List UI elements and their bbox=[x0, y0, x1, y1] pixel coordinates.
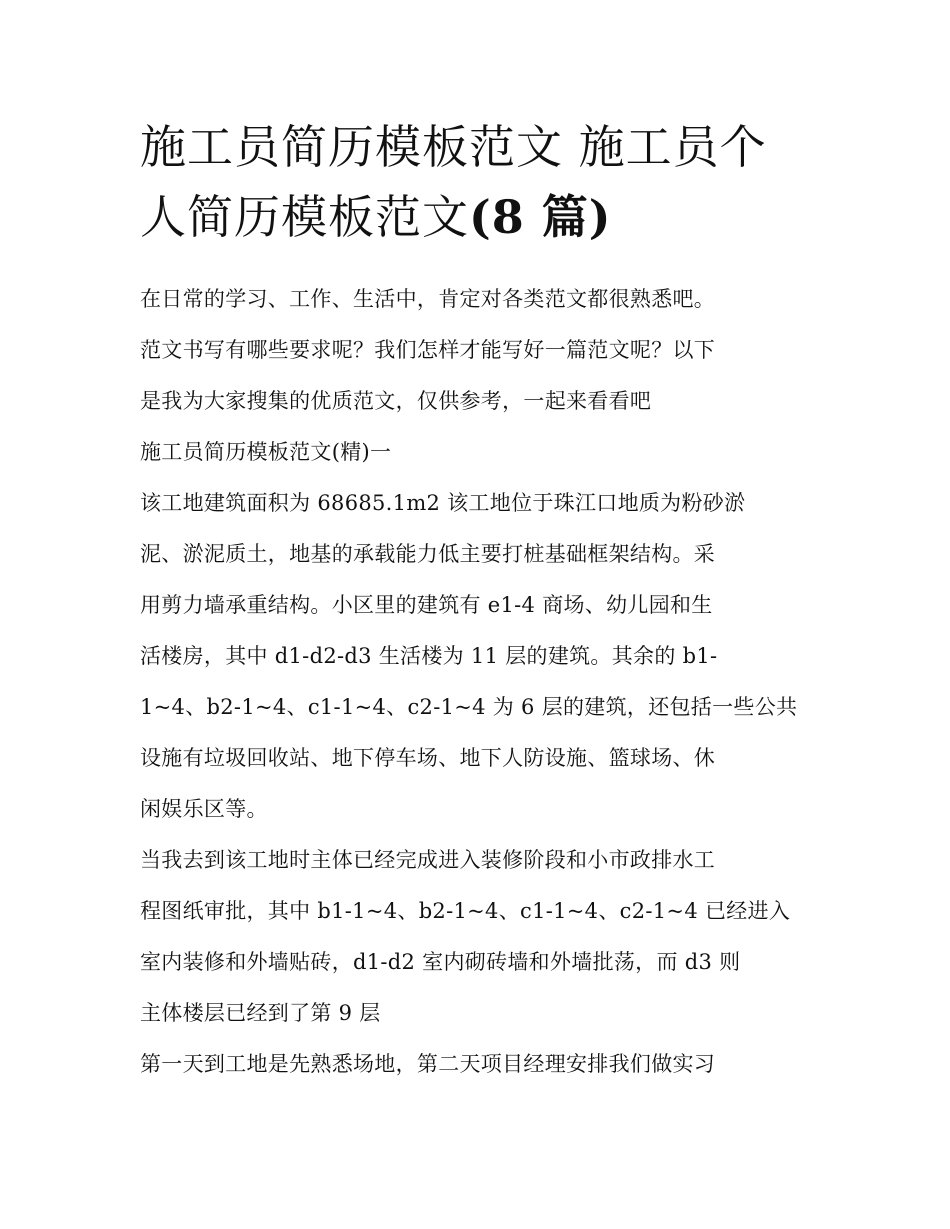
title-line-2-text: 人简历模板范文 bbox=[140, 190, 469, 244]
document-title bbox=[140, 112, 830, 252]
title-line-1: 施工员简历模板范文 施工员个 bbox=[140, 120, 767, 174]
body-line: 该工地建筑面积为 68685.1m2 该工地位于珠江口地质为粉砂淤 bbox=[140, 491, 746, 515]
body-line: 泥、淤泥质土，地基的承载能力低主要打桩基础框架结构。采 bbox=[140, 542, 716, 566]
body-line: 范文书写有哪些要求呢？我们怎样才能写好一篇范文呢？以下 bbox=[140, 338, 716, 362]
body-line: 第一天到工地是先熟悉场地，第二天项目经理安排我们做实习 bbox=[140, 1052, 716, 1076]
body-line: 室内装修和外墙贴砖，d1-d2 室内砌砖墙和外墙批荡，而 d3 则 bbox=[140, 950, 741, 974]
body-line: 活楼房，其中 d1-d2-d3 生活楼为 11 层的建筑。其余的 b1- bbox=[140, 644, 718, 668]
body-line: 1~4、b2-1~4、c1-1~4、c2-1~4 为 6 层的建筑，还包括一些公共 bbox=[140, 695, 798, 719]
section-heading: 施工员简历模板范文(精)一 bbox=[140, 440, 392, 464]
body-line: 设施有垃圾回收站、地下停车场、地下人防设施、篮球场、休 bbox=[140, 746, 716, 770]
body-line: 闲娱乐区等。 bbox=[140, 797, 268, 821]
body-line: 用剪力墙承重结构。小区里的建筑有 e1-4 商场、幼儿园和生 bbox=[140, 593, 713, 617]
title-line-2 bbox=[140, 182, 830, 252]
body-line: 在日常的学习、工作、生活中，肯定对各类范文都很熟悉吧。 bbox=[140, 287, 716, 311]
body-line: 主体楼层已经到了第 9 层 bbox=[140, 1001, 381, 1025]
body-line: 程图纸审批，其中 b1-1~4、b2-1~4、c1-1~4、c2-1~4 已经进入 bbox=[140, 899, 791, 923]
body-line: 当我去到该工地时主体已经完成进入装修阶段和小市政排水工 bbox=[140, 848, 716, 872]
title-line-2-count: (8 篇) bbox=[469, 190, 612, 244]
body-line: 是我为大家搜集的优质范文，仅供参考，一起来看看吧 bbox=[140, 389, 652, 413]
